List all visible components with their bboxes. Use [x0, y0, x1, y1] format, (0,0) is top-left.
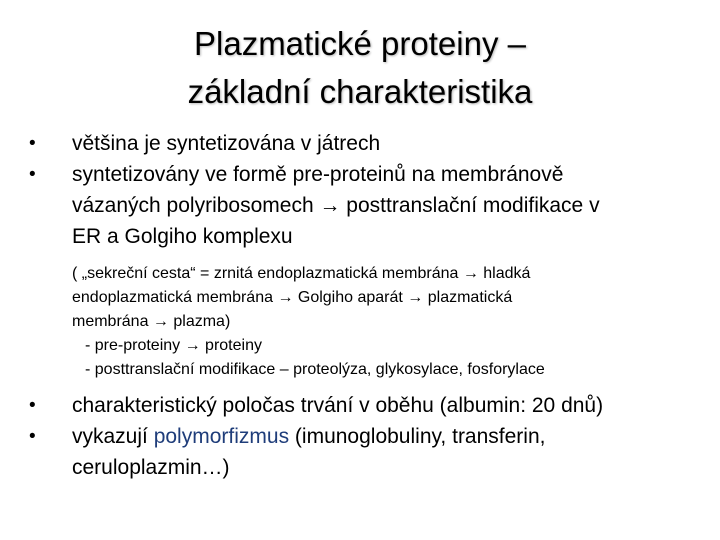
bullet-2-line-3: ER a Golgiho komplexu	[72, 225, 293, 248]
bullet-3-line-1: charakteristický poločas trvání v oběhu (albumin: 20 dnů)	[72, 394, 604, 417]
subnote-line-5: - posttranslační modifikace – proteolýza, glykosylace, fosforylace	[85, 361, 545, 378]
bullet-4-text-pre: vykazují	[72, 425, 154, 448]
bullet-4-text-post: (imunoglobuliny, transferin,	[289, 425, 546, 448]
bullet-2-line-1: syntetizovány ve formě pre-proteinů na membránově	[72, 163, 564, 186]
bullet-marker: •	[29, 164, 36, 185]
bullet-4-line-2: ceruloplazmin…)	[72, 456, 230, 479]
bullet-item-1	[26, 128, 706, 159]
subnote-block	[26, 262, 706, 382]
polymorfizmus-highlight: polymorfizmus	[153, 425, 290, 448]
bullet-marker: •	[29, 395, 36, 416]
slide-content	[26, 128, 706, 483]
bullet-item-2	[26, 159, 706, 252]
bullet-1-line-1: většina je syntetizována v játrech	[72, 132, 381, 155]
bullet-2-line-2: vázaných polyribosomech → posttranslační modifikace v	[72, 194, 600, 217]
subnote-line-4: - pre-proteiny → proteiny	[85, 337, 262, 354]
slide-title	[0, 20, 720, 116]
title-line-1: Plazmatické proteiny –	[194, 25, 526, 62]
subnote-line-2: endoplazmatická membrána → Golgiho aparát → plazmatická	[72, 289, 513, 306]
title-line-2: základní charakteristika	[187, 73, 533, 110]
bullet-item-4	[26, 421, 706, 483]
bullet-item-3	[26, 390, 706, 421]
bullet-marker: •	[29, 426, 36, 447]
subnote-line-3: membrána → plazma)	[72, 313, 231, 330]
bullet-4-line-1	[72, 421, 706, 452]
subnote-line-1: ( „sekreční cesta“ = zrnitá endoplazmatická membrána → hladká	[72, 265, 531, 282]
bullet-marker: •	[29, 133, 36, 154]
